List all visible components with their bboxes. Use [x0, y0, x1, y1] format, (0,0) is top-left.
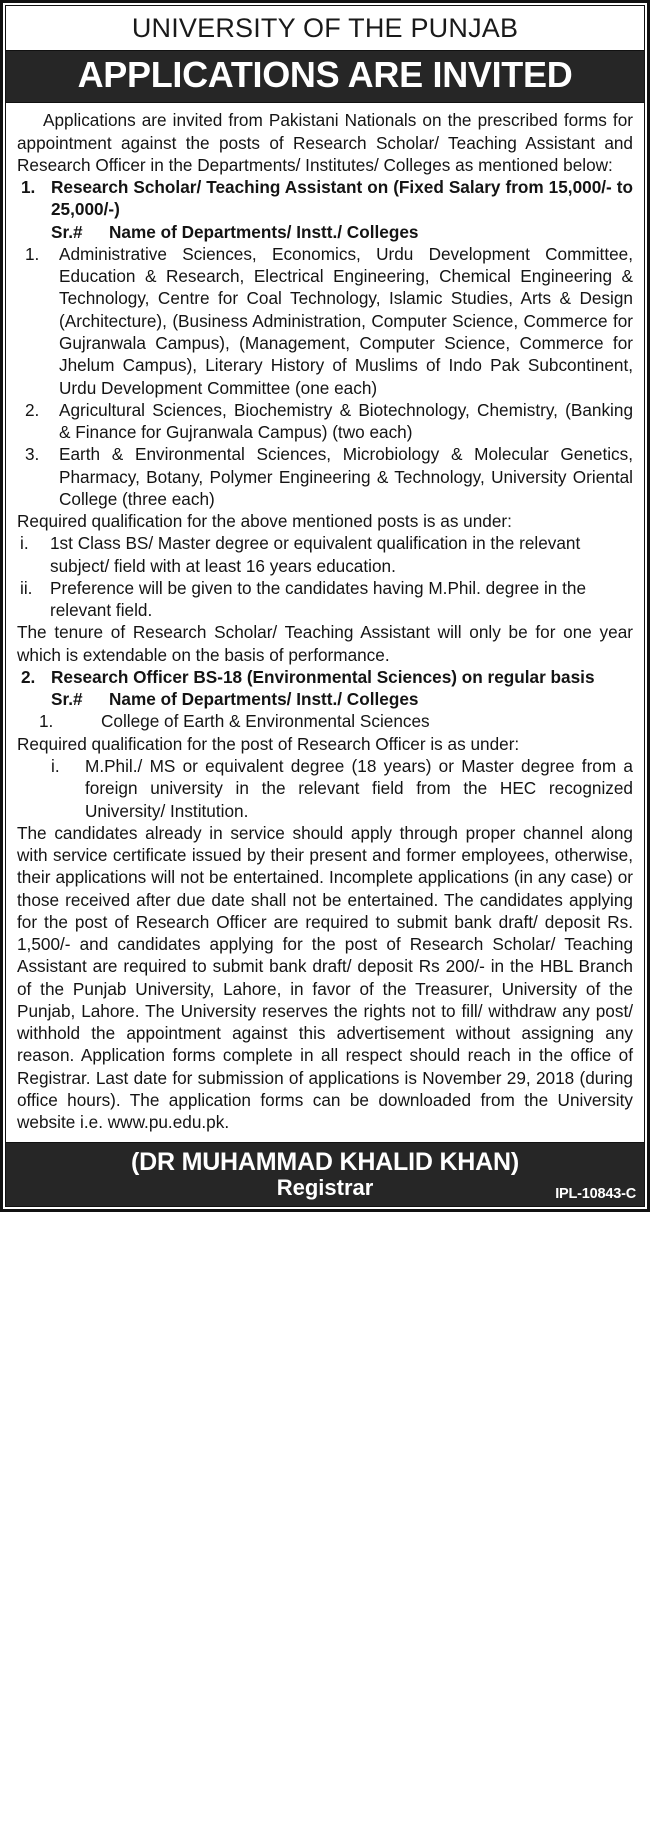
department-text: Administrative Sciences, Economics, Urdu Development Committee, Education & Research, Electrical Engineering, Chemical Engineering & Technology, Centre for Coal Technology, Islamic Studies, Arts & Design (Architecture), (Business Administration, Computer Science, Commerce for Gujranwala Campus), (Management, Computer Science, Commerce for Jhelum Campus), Literary History of Muslims of Indo Pak Subcontinent, Urdu Development Committee (one each) — [59, 243, 633, 398]
qualification-text: Preference will be given to the candidates having M.Phil. degree in the relevant field. — [50, 577, 587, 621]
registrar-line — [6, 1176, 644, 1202]
section-1-tenure-paragraph: The tenure of Research Scholar/ Teaching Assistant will only be for one year which is extendable on the basis of performance. — [17, 622, 633, 665]
section-2-qualification-row — [17, 755, 633, 822]
department-number: 3. — [25, 444, 40, 465]
reference-number: IPL-10843-C — [555, 1186, 636, 1203]
section-2-table-header — [17, 688, 633, 710]
section-1-qualification-row — [17, 532, 633, 577]
section-2-title: Research Officer BS-18 (Environmental Sciences) on regular basis — [51, 666, 595, 687]
advertisement-body — [6, 103, 644, 1137]
department-number: 1. — [39, 711, 54, 732]
section-2-name-header: Name of Departments/ Instt./ Colleges — [109, 689, 419, 710]
qualification-marker: i. — [51, 756, 60, 777]
section-2-sr-header: Sr.# — [51, 689, 83, 710]
section-1-qualification-lead: Required qualification for the above mentioned posts is as under: — [17, 511, 512, 532]
department-text: Agricultural Sciences, Biochemistry & Biotechnology, Chemistry, (Banking & Finance for Gujranwala Campus) (two each) — [59, 399, 633, 443]
section-1-department-row — [17, 443, 633, 510]
department-text: College of Earth & Environmental Sciences — [101, 711, 430, 732]
section-1-sr-header: Sr.# — [51, 221, 83, 242]
section-1-title: Research Scholar/ Teaching Assistant on (Fixed Salary from 15,000/- to 25,000/-) — [51, 177, 633, 220]
section-2-department-row — [17, 710, 633, 732]
section-1-department-row — [17, 399, 633, 444]
university-title: UNIVERSITY OF THE PUNJAB — [131, 13, 519, 43]
qualification-text: 1st Class BS/ Master degree or equivalent qualification in the relevant subject/ field with at least 16 years education. — [50, 533, 581, 576]
qualification-marker: ii. — [20, 577, 33, 598]
section-1-qualification-row — [17, 577, 633, 622]
advertisement-inner-border — [5, 5, 645, 1207]
closing-paragraph: The candidates already in service should apply through proper channel along with service certificate issued by their present and former employees, otherwise, their applications will not be entertained. Incomplete applications (in any case) or those received after due date shall not be entertained. The candidates applying for the post of Research Officer are required to submit bank draft/ deposit Rs. 1,500/- and candidates applying for the post of Research Scholar/ Teaching Assistant are required to submit bank draft/ deposit Rs 200/- in the HBL Branch of the Punjab University, Lahore, in favor of the Treasurer, University of the Punjab, Lahore. The University reserves the rights not to fill/ withdraw any post/ withhold the appointment against this advertisement without assigning any reason. Application forms complete in all respect should reach in the office of Registrar. Last date for submission of applications is November 29, 2018 (during office hours). The application forms can be downloaded from the University website i.e. www.pu.edu.pk. — [17, 822, 633, 1133]
advertisement-footer — [6, 1142, 644, 1207]
section-2-qualification-lead: Required qualification for the post of Research Officer is as under: — [17, 733, 520, 754]
section-2-heading — [17, 666, 633, 688]
section-2-number: 2. — [21, 666, 36, 687]
qualification-text: M.Phil./ MS or equivalent degree (18 years) or Master degree from a foreign university in the relevant field from the HEC recognized University/ Institution. — [85, 756, 633, 821]
section-1-table-header — [17, 221, 633, 243]
department-number: 2. — [25, 399, 40, 420]
applications-invited-banner: APPLICATIONS ARE INVITED — [6, 50, 644, 103]
signatory-designation: Registrar — [276, 1175, 374, 1201]
section-1-heading — [17, 176, 633, 221]
section-1-name-header: Name of Departments/ Instt./ Colleges — [109, 221, 419, 242]
qualification-marker: i. — [20, 533, 29, 554]
section-1-department-row — [17, 243, 633, 399]
signatory-name: (DR MUHAMMAD KHALID KHAN) — [131, 1147, 519, 1176]
department-number: 1. — [25, 243, 40, 264]
intro-paragraph: Applications are invited from Pakistani Nationals on the prescribed forms for appointment against the posts of Research Scholar/ Teaching Assistant and Research Officer in the Departments/ Institutes/ Colleges as mentioned below: — [17, 110, 633, 175]
section-1-number: 1. — [21, 177, 36, 198]
department-text: Earth & Environmental Sciences, Microbiology & Molecular Genetics, Pharmacy, Botany, Polymer Engineering & Technology, University Oriental College (three each) — [59, 444, 633, 509]
